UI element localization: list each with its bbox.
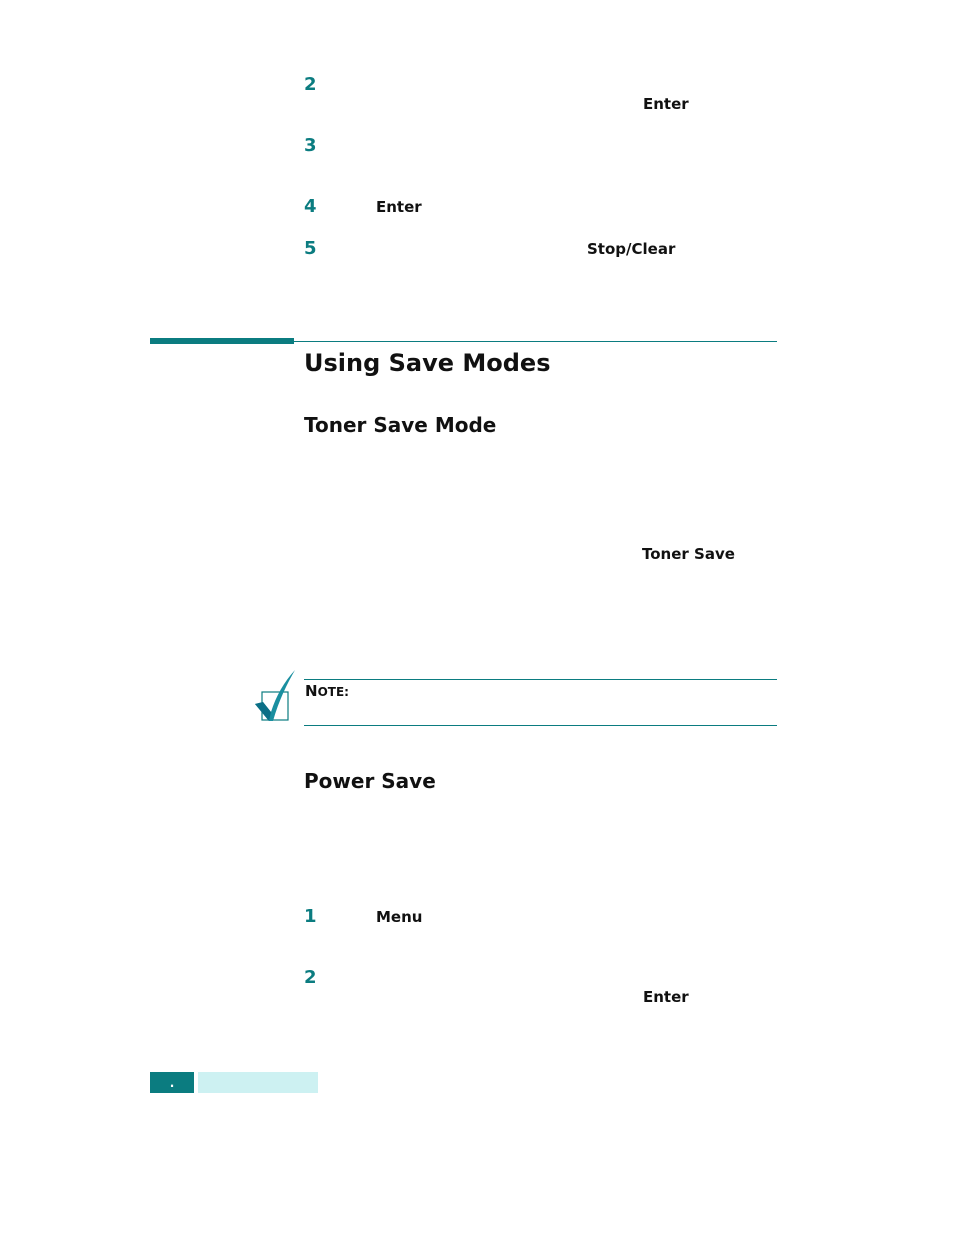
- section-accent-bar: [150, 338, 294, 344]
- step-keyword-enter: Enter: [643, 988, 689, 1006]
- step-keyword-enter: Enter: [376, 198, 422, 216]
- step-number: 1: [304, 906, 317, 927]
- power-save-heading: Power Save: [304, 769, 436, 793]
- step-keyword-menu: Menu: [376, 908, 423, 926]
- note-top-rule: [304, 679, 777, 680]
- footer-tab: [198, 1072, 318, 1093]
- step-keyword-stop-clear: Stop/Clear: [587, 240, 676, 258]
- step-number: 2: [304, 74, 317, 95]
- page-number: .: [150, 1072, 194, 1093]
- section-rule: [294, 341, 777, 342]
- toner-save-keyword: Toner Save: [642, 545, 735, 563]
- note-label: NOTE:: [305, 682, 349, 700]
- note-bottom-rule: [304, 725, 777, 726]
- step-keyword-enter: Enter: [643, 95, 689, 113]
- section-title: Using Save Modes: [304, 349, 551, 377]
- toner-save-heading: Toner Save Mode: [304, 413, 497, 437]
- step-number: 2: [304, 967, 317, 988]
- step-number: 4: [304, 196, 317, 217]
- step-number: 5: [304, 238, 317, 259]
- step-number: 3: [304, 135, 317, 156]
- note-checkmark-icon: [254, 668, 298, 724]
